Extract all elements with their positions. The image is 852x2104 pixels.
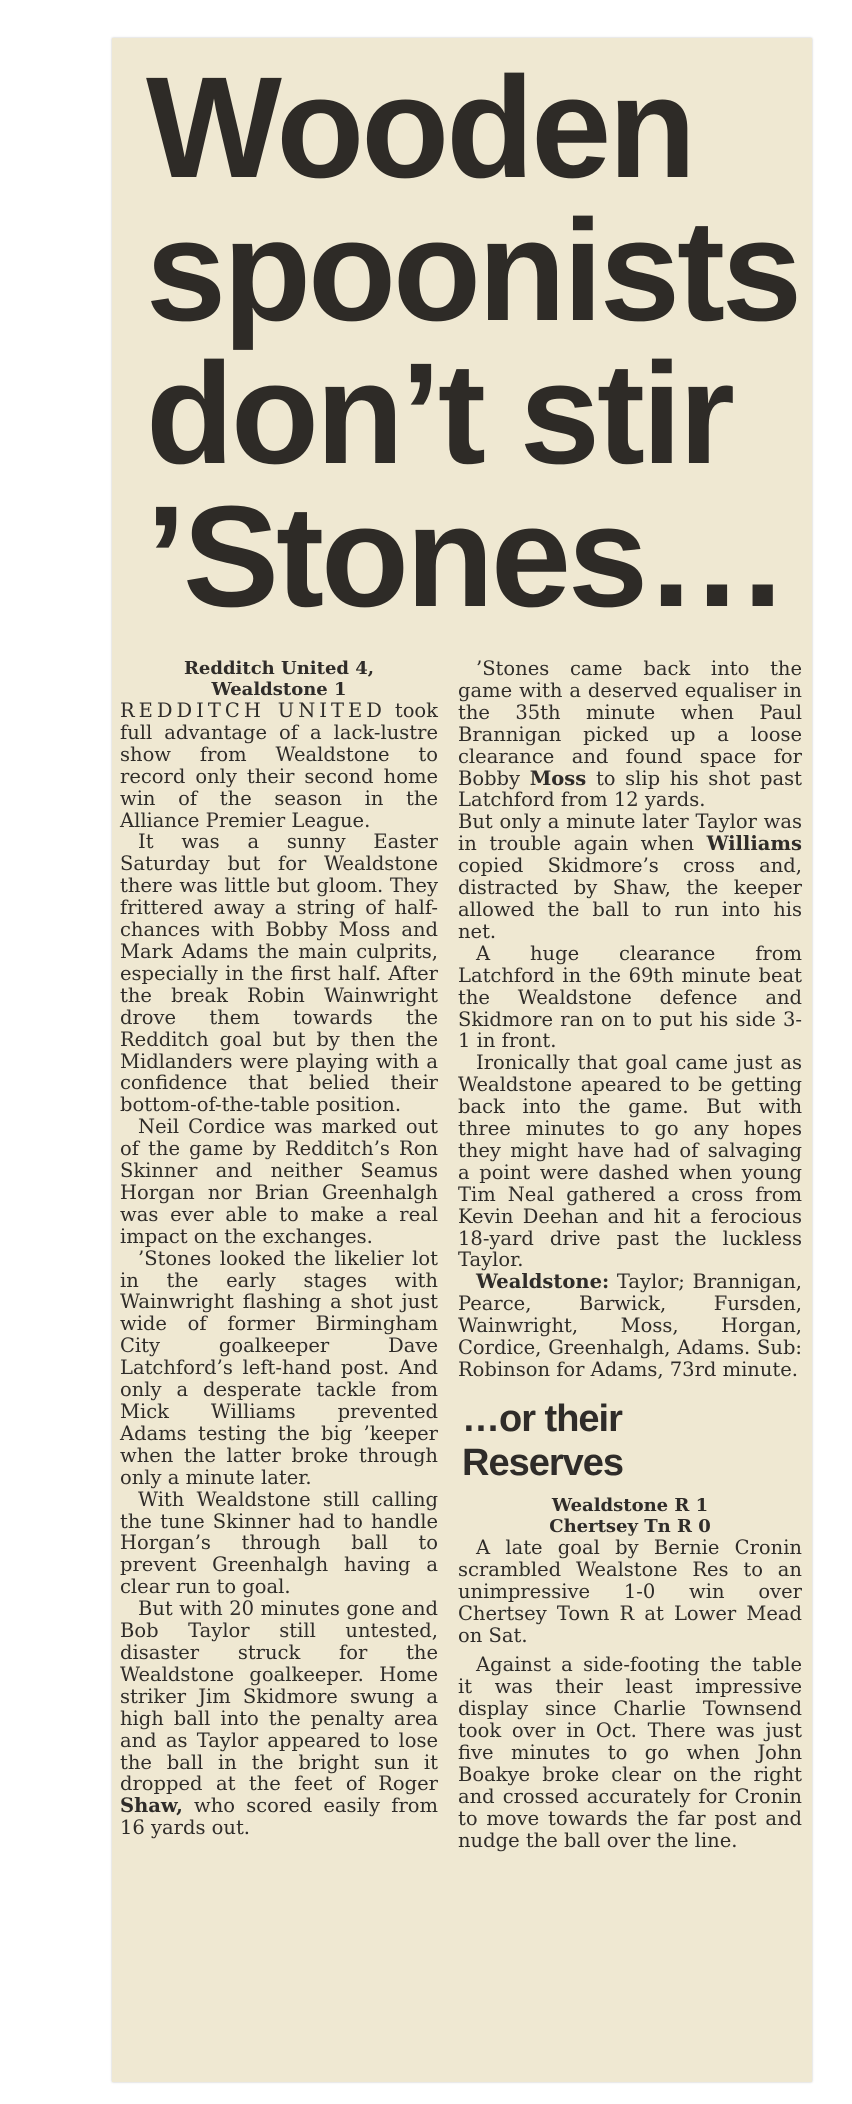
headline-line-3: don’t stir	[146, 333, 732, 494]
lead-caps: REDDITCH UNITED	[120, 699, 386, 722]
match-result-line-1: Redditch United 4,	[183, 658, 375, 679]
article-paragraph: Against a side-footing the table it was their least impressive display since Charlie Townsend took over in Oct. There was just five minutes to go when John Boakye broke clear on the right and crossed accurately for Cronin to move towards the far post and nudge the ball over the line.	[458, 1653, 802, 1852]
player-name-bold: Moss	[529, 766, 587, 790]
section-heading-line-2: Reserves	[462, 1441, 624, 1484]
section-heading	[462, 1397, 802, 1485]
paragraph-text: who scored easily from 16 yards out.	[120, 1794, 438, 1840]
article-paragraph: ’Stones looked the likelier lot in the early stages with Wainwright flashing a shot just wide of former Birmingham City goalkeeper Dave Latchford’s left-hand post. And only a desperate tackle from Mick Williams prevented Adams testing the big ’keeper when the latter broke through only a minute later.	[120, 1246, 438, 1489]
article-paragraph: A late goal by Bernie Cronin scrambled Wealstone Res to an unimpressive 1-0 win over Chertsey Town R at Lower Mead on Sat.	[458, 1535, 802, 1647]
article-paragraph: It was a sunny Easter Saturday but for Wealdstone there was little but gloom. They frittered away a string of half-chances with Bobby Moss and Mark Adams the main culprits, especially in the first half. After the break Robin Wainwright drove them towards the Redditch goal but by then the Midlanders were playing with a confidence that belied their bottom-of-the-table position.	[120, 830, 438, 1117]
article-column-right	[458, 658, 802, 1852]
article-paragraph: Ironically that goal came just as Wealdstone apeared to be getting back into the game. But with three minutes to go any hopes they might have had of salvaging a point were dashed when young Tim Neal gathered a cross from Kevin Deehan and hit a ferocious 18-yard drive past the luckless Taylor.	[458, 1051, 802, 1272]
paragraph-text: to slip his shot past Latchford from 12 yards.	[458, 766, 803, 812]
article-paragraph: With Wealdstone still calling the tune Skinner had to handle Horgan’s through ball to prevent Greenhalgh having a clear run to goal.	[120, 1487, 438, 1599]
paragraph-text: copied Skidmore’s cross and, distracted by Shaw, the keeper allowed the ball to run into his net.	[458, 854, 802, 943]
article-paragraph	[120, 1598, 438, 1839]
player-name-bold: Shaw,	[120, 1794, 183, 1818]
paragraph-text: ’Stones came back into the game with a deserved equaliser in the 35th minute when Paul Brannigan picked up a loose clearance and found space for Bobby	[458, 657, 802, 790]
reserves-result-line-2: Chertsey Tn R 0	[549, 1515, 711, 1537]
team-lineup	[458, 1271, 802, 1381]
article-paragraph	[458, 811, 802, 942]
section-heading-line-1: …or their	[462, 1397, 622, 1440]
headline	[146, 47, 806, 637]
headline-line-1: Wooden	[146, 47, 694, 208]
player-name-bold: Williams	[706, 832, 802, 856]
article-paragraph	[458, 658, 802, 811]
article-paragraph	[120, 700, 438, 831]
match-result-line-2: Wealdstone 1	[211, 679, 347, 700]
newspaper-clipping	[112, 38, 812, 2082]
headline-line-2: spoonists	[146, 190, 800, 351]
lead-paragraph-text: took full advantage of a lack-lustre show from Wealdstone to record only their second home win of the season in the Alliance Premier League.	[120, 699, 438, 832]
paragraph-text: But with 20 minutes gone and Bob Taylor still untested, disaster struck for the Wealdstone goalkeeper. Home striker Jim Skidmore swung a high ball into the penalty area and as Taylor appeared to lose the ball in the bright sun it dropped at the feet of Roger	[120, 1597, 438, 1796]
article-column-left	[120, 658, 438, 1839]
team-players: Taylor; Brannigan, Pearce, Barwick, Fursden, Wainwright, Moss, Horgan, Cordice, Greenhalgh, Adams. Sub: Robinson for Adams, 73rd minute.	[458, 1270, 802, 1381]
article-paragraph: A huge clearance from Latchford in the 69th minute beat the Wealdstone defence and Skidmore ran on to put his side 3-1 in front.	[458, 941, 802, 1053]
reserves-result-line-1: Wealdstone R 1	[551, 1494, 709, 1516]
article-paragraph: Neil Cordice was marked out of the game by Redditch’s Ron Skinner and neither Seamus Horgan nor Brian Greenhalgh was ever able to make a real impact on the exchanges.	[120, 1115, 438, 1248]
headline-line-4: ’Stones…	[146, 476, 787, 637]
team-label: Wealdstone:	[476, 1270, 610, 1294]
paragraph-text: But only a minute later Taylor was in trouble again when	[458, 810, 802, 856]
